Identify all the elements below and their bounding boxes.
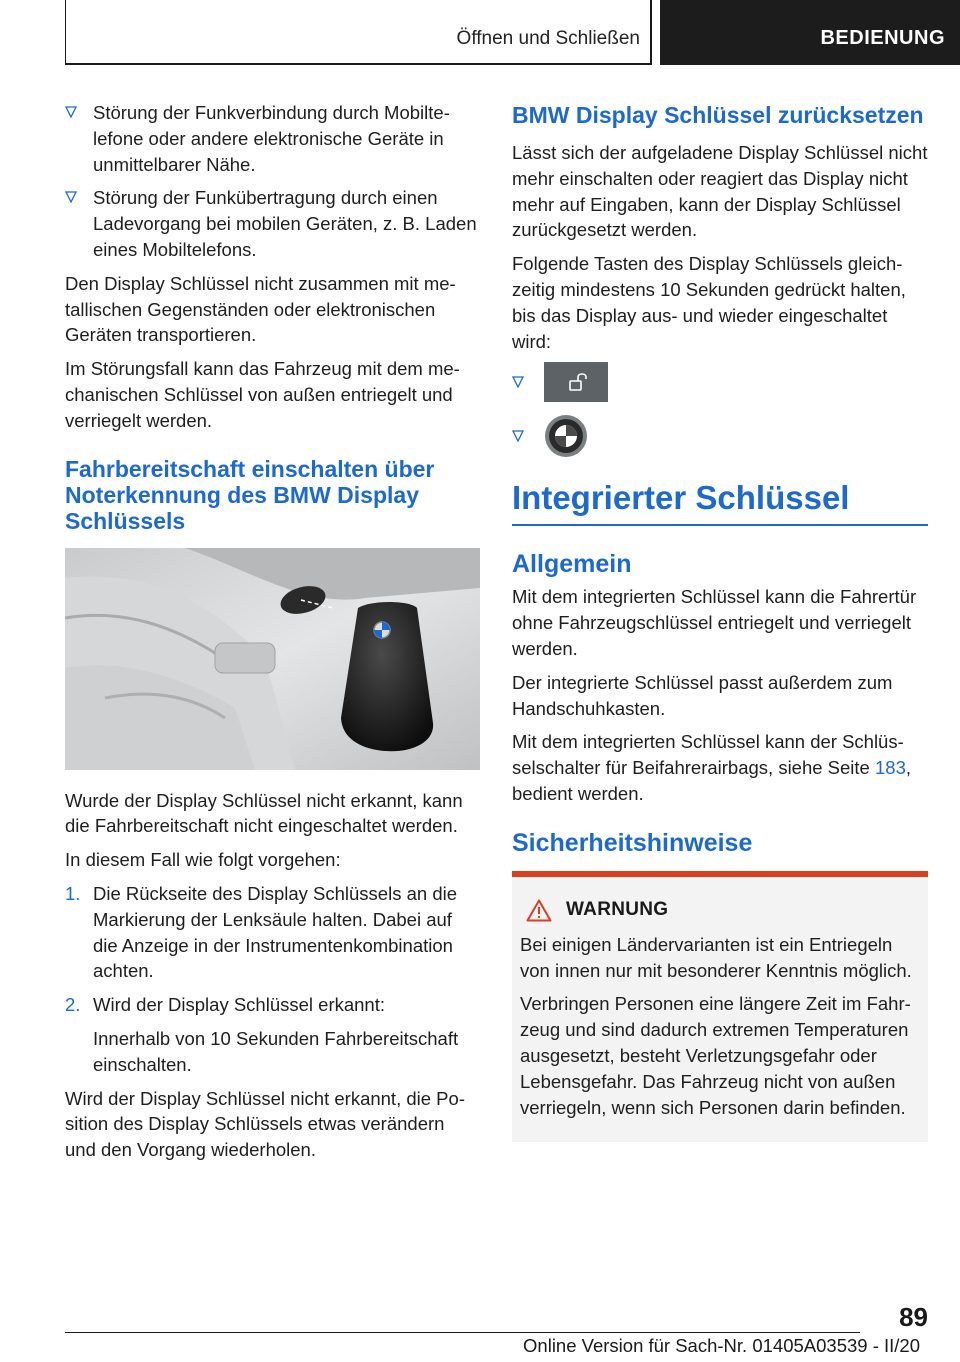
paragraph: Wurde der Display Schlüssel nicht erkannt, kann die Fahrbereitschaft nicht eingeschaltet werden.: [65, 789, 463, 837]
paragraph: Der integrierte Schlüssel passt außerdem zum Handschuhkasten.: [512, 671, 893, 719]
key-button-row: [512, 362, 928, 402]
bmw-logo-button-icon: [544, 414, 588, 458]
paragraph: Lässt sich der aufgeladene Display Schlüssel nicht mehr einschalten oder reagiert das Display nicht mehr auf Eingaben, kann der Display Schlüssel zurückgesetzt werden.: [512, 142, 928, 241]
warning-triangle-icon: [526, 899, 552, 922]
section-tab-label: BEDIENUNG: [820, 27, 945, 49]
left-column: [65, 100, 477, 1171]
steering-column-key-photo: [65, 548, 480, 770]
section-heading-general: Allgemein: [512, 550, 632, 579]
warning-title: WARNUNG: [566, 899, 669, 921]
bullet-list: [65, 100, 477, 263]
header-left-rule: [65, 0, 66, 64]
section-heading-safety: Sicherheitshinweise: [512, 828, 753, 857]
list-item: 2. Wird der Display Schlüssel erkannt: Innerhalb von 10 Sekunden Fahrbereitschaft einschalten.: [65, 994, 459, 1075]
right-column: [512, 100, 928, 1142]
triangle-bullet-icon: [512, 430, 524, 442]
header-separator: [650, 0, 652, 65]
triangle-bullet-icon: [65, 191, 77, 203]
unlock-button-icon: [544, 362, 608, 402]
chapter-title: Öffnen und Schließen: [456, 28, 640, 49]
triangle-bullet-icon: [512, 376, 524, 388]
paragraph: Folgende Tasten des Display Schlüssels gleichzeitig mindestens 10 Sekunden gedrückt halten, bis das Display aus- und wieder eingeschaltet wird:: [512, 253, 906, 352]
page-reference-link[interactable]: 183: [875, 757, 906, 779]
section-tab: [660, 0, 960, 65]
page-number: 89: [899, 1302, 928, 1332]
warning-box: [512, 871, 928, 1143]
paragraph: Den Display Schlüssel nicht zusammen mit metallischen Gegenständen oder elektronischen Geräten transportieren.: [65, 272, 456, 346]
paragraph: Mit dem integrierten Schlüssel kann die Fahrertür ohne Fahrzeugschlüssel entriegelt und verriegelt werden.: [512, 586, 917, 659]
header-bottom-rule: [65, 63, 650, 65]
step-number: 1.: [65, 882, 81, 904]
main-heading-integrated-key: Integrierter Schlüssel: [512, 478, 928, 526]
list-item: Störung der Funkübertragung durch einen Ladevorgang bei mobilen Geräten, z. B. Laden eines Mobiltelefons.: [65, 185, 477, 262]
paragraph: Bei einigen Ländervarianten ist ein Entriegeln von innen nur mit besonderer Kenntnis möglich.: [520, 933, 912, 981]
list-item: 1. Die Rückseite des Display Schlüssels an die Markierung der Lenksäule halten. Dabei auf die Anzeige in der Instrumentenkombination achten.: [65, 882, 458, 982]
step-number: 2.: [65, 994, 81, 1016]
footer-online-version: Online Version für Sach-Nr. 01405A03539 - II/20: [523, 1335, 920, 1356]
section-heading-reset: BMW Display Schlüssel zurücksetzen: [512, 102, 924, 128]
paragraph: Wird der Display Schlüssel nicht erkannt, die Position des Display Schlüssels etwas verändern und den Vorgang wiederholen.: [65, 1087, 465, 1161]
paragraph: In diesem Fall wie folgt vorgehen:: [65, 849, 341, 871]
paragraph: Verbringen Personen eine längere Zeit im Fahrzeug und sind dadurch extremen Temperaturen ausgesetzt, besteht Verletzungsgefahr oder Lebensgefahr. Das Fahrzeug nicht von außen verriegeln, wenn sich Personen darin befinden.: [520, 993, 911, 1118]
triangle-bullet-icon: [65, 106, 77, 118]
warning-title-row: [520, 899, 920, 922]
paragraph: Mit dem integrierten Schlüssel kann der Schlüsselschalter für Beifahrerairbags, siehe Seite 183, bedient werden.: [512, 731, 912, 804]
list-item: Störung der Funkverbindung durch Mobiltelefone oder andere elektronische Geräte in unmittelbarer Nähe.: [65, 100, 477, 177]
footer-rule: [65, 1332, 860, 1333]
step-list: [65, 881, 477, 1078]
paragraph: Im Störungsfall kann das Fahrzeug mit dem mechanischen Schlüssel von außen entriegelt und verriegelt werden.: [65, 358, 460, 431]
key-button-row: [512, 414, 928, 458]
section-heading-emergency-start: Fahrbereitschaft einschalten über Noterkennung des BMW Display Schlüssels: [65, 455, 435, 534]
